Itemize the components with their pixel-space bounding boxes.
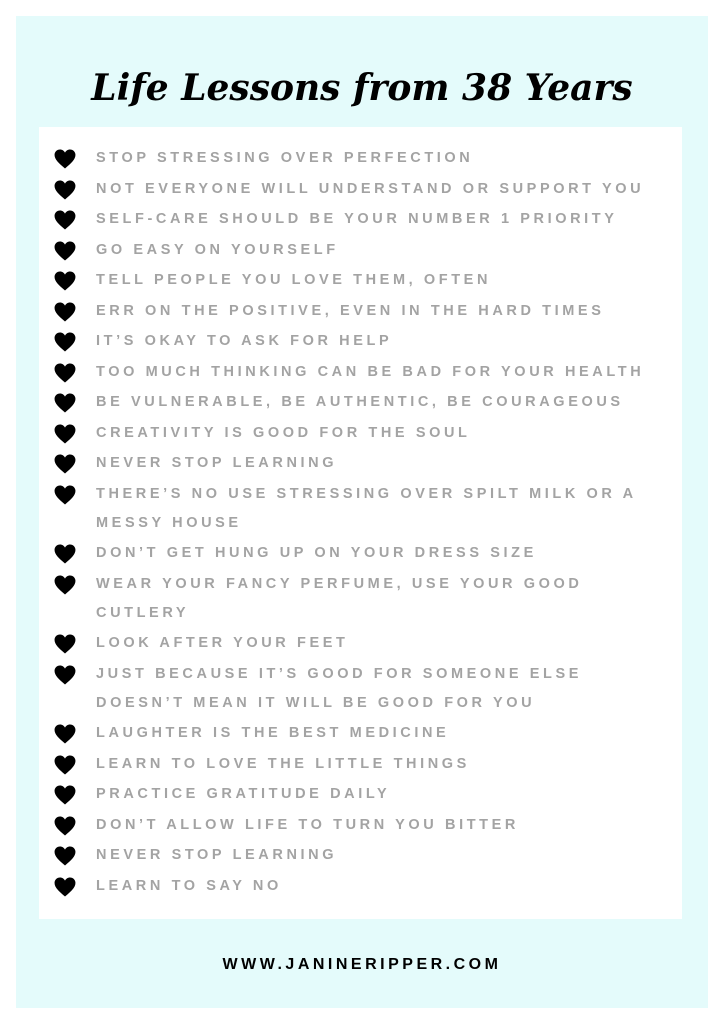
lesson-item	[39, 358, 682, 387]
heart-icon	[54, 302, 76, 322]
lesson-text: GO EASY ON YOURSELF	[96, 241, 339, 258]
lesson-text: THERE’S NO USE STRESSING OVER SPILT MILK OR A MESSY HOUSE	[96, 485, 637, 531]
lesson-item	[39, 719, 682, 748]
lesson-text: PRACTICE GRATITUDE DAILY	[96, 786, 391, 802]
heart-icon	[54, 665, 76, 685]
heart-icon	[54, 634, 76, 654]
lessons-list	[39, 144, 682, 902]
lesson-item	[39, 266, 682, 295]
lesson-text: TOO MUCH THINKING CAN BE BAD FOR YOUR HEALTH	[96, 363, 645, 380]
lesson-text: LAUGHTER IS THE BEST MEDICINE	[96, 725, 450, 741]
lesson-item	[39, 570, 682, 628]
lesson-text: NEVER STOP LEARNING	[96, 847, 338, 863]
lesson-text: JUST BECAUSE IT’S GOOD FOR SOMEONE ELSE DOESN’T MEAN IT WILL BE GOOD FOR YOU	[96, 665, 583, 711]
lesson-item	[39, 539, 682, 568]
lesson-text: NEVER STOP LEARNING	[96, 455, 338, 471]
lesson-item	[39, 480, 682, 538]
heart-icon	[54, 785, 76, 805]
lesson-text: SELF-CARE SHOULD BE YOUR NUMBER 1 PRIORITY	[96, 211, 618, 227]
lesson-text: LOOK AFTER YOUR FEET	[96, 635, 349, 651]
website-footer: WWW.JANINERIPPER.COM	[222, 956, 502, 973]
lesson-text: DON’T ALLOW LIFE TO TURN YOU BITTER	[96, 816, 519, 833]
lesson-item	[39, 388, 682, 417]
heart-icon	[54, 816, 76, 836]
lesson-text: TELL PEOPLE YOU LOVE THEM, OFTEN	[96, 272, 492, 288]
lesson-text: LEARN TO SAY NO	[96, 877, 282, 894]
lesson-text: CREATIVITY IS GOOD FOR THE SOUL	[96, 424, 471, 441]
heart-icon	[54, 454, 76, 474]
heart-icon	[54, 332, 76, 352]
poster	[16, 16, 708, 1008]
lesson-text: WEAR YOUR FANCY PERFUME, USE YOUR GOOD CUTLERY	[96, 575, 583, 621]
lessons-card	[39, 127, 682, 919]
heart-icon	[54, 393, 76, 413]
heart-icon	[54, 575, 76, 595]
lesson-item	[39, 811, 682, 840]
heart-icon	[54, 846, 76, 866]
lesson-item	[39, 780, 682, 809]
heart-icon	[54, 424, 76, 444]
lesson-text: LEARN TO LOVE THE LITTLE THINGS	[96, 755, 470, 772]
lesson-item	[39, 660, 682, 718]
lesson-text: DON’T GET HUNG UP ON YOUR DRESS SIZE	[96, 545, 537, 561]
heart-icon	[54, 149, 76, 169]
lesson-item	[39, 236, 682, 265]
heart-icon	[54, 485, 76, 505]
lesson-item	[39, 175, 682, 204]
heart-icon	[54, 241, 76, 261]
heart-icon	[54, 544, 76, 564]
lesson-item	[39, 327, 682, 356]
lesson-text: NOT EVERYONE WILL UNDERSTAND OR SUPPORT YOU	[96, 180, 645, 197]
heart-icon	[54, 271, 76, 291]
heart-icon	[54, 363, 76, 383]
lesson-item	[39, 419, 682, 448]
lesson-item	[39, 629, 682, 658]
heart-icon	[54, 210, 76, 230]
heart-icon	[54, 877, 76, 897]
lesson-item	[39, 449, 682, 478]
lesson-item	[39, 841, 682, 870]
lesson-item	[39, 205, 682, 234]
heart-icon	[54, 755, 76, 775]
lesson-text: STOP STRESSING OVER PERFECTION	[96, 150, 474, 166]
heart-icon	[54, 724, 76, 744]
page-title: Life Lessons from 38 Years	[91, 67, 633, 109]
lesson-item	[39, 297, 682, 326]
lesson-item	[39, 750, 682, 779]
lesson-item	[39, 872, 682, 901]
lesson-text: ERR ON THE POSITIVE, EVEN IN THE HARD TIMES	[96, 302, 605, 319]
heart-icon	[54, 180, 76, 200]
lesson-text: BE VULNERABLE, BE AUTHENTIC, BE COURAGEOUS	[96, 394, 624, 410]
lesson-item	[39, 144, 682, 173]
lesson-text: IT’S OKAY TO ASK FOR HELP	[96, 333, 393, 349]
